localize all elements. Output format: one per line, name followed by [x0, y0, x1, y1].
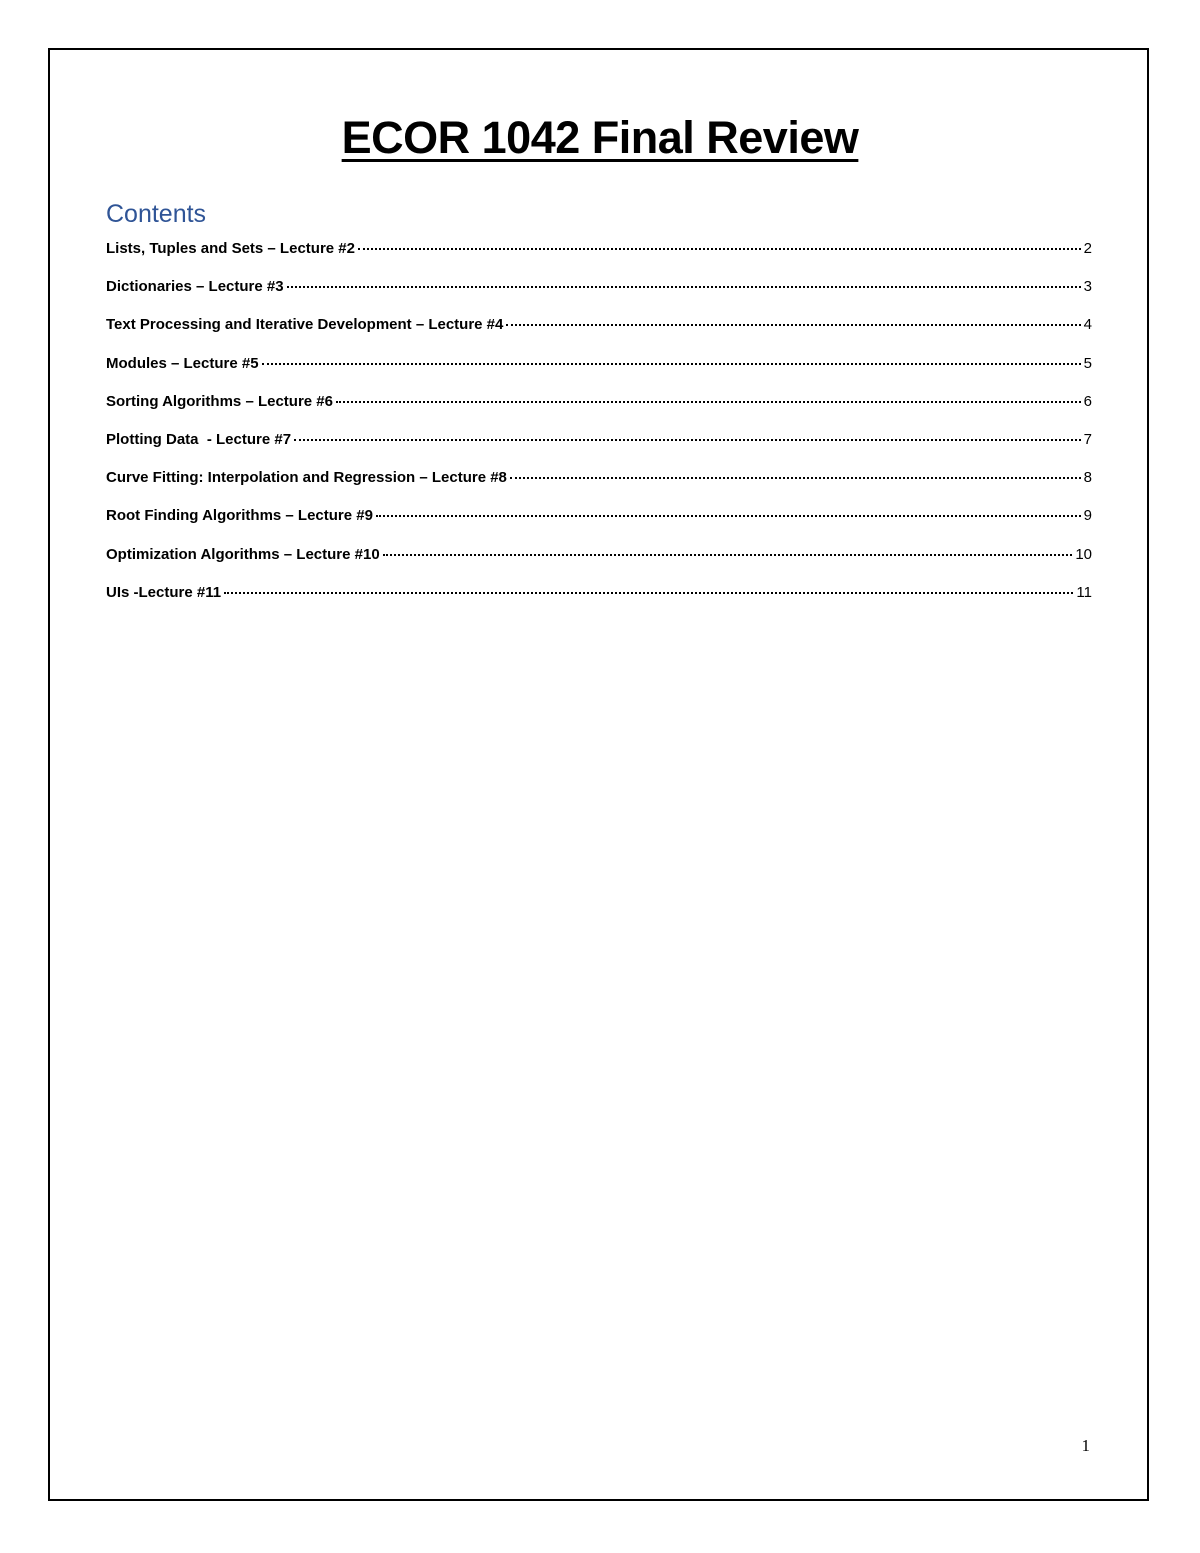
toc-entry-title: Lists, Tuples and Sets – Lecture #2	[106, 240, 355, 257]
toc-entry-title: Optimization Algorithms – Lecture #10	[106, 545, 380, 563]
toc-dot-leader	[383, 554, 1073, 556]
toc-entry-root-finding[interactable]	[106, 507, 1092, 545]
toc-heading: Contents	[106, 200, 207, 228]
toc-dot-leader	[294, 439, 1081, 441]
toc-entry-modules[interactable]	[106, 355, 1092, 393]
toc-entry-page: 4	[1083, 316, 1092, 334]
toc-entry-page: 3	[1083, 278, 1092, 296]
toc-entry-title: Text Processing and Iterative Development – Lecture #4	[106, 316, 504, 334]
toc-entry-title: Curve Fitting: Interpolation and Regression – Lecture #8	[106, 469, 507, 487]
toc-entry-title: Sorting Algorithms – Lecture #6	[106, 392, 333, 410]
toc-entry-page: 5	[1083, 354, 1092, 372]
toc-dot-leader	[358, 248, 1081, 250]
toc-entry-page: 7	[1083, 430, 1092, 448]
toc-entry-dictionaries[interactable]	[106, 278, 1092, 316]
document-title: ECOR 1042 Final Review	[341, 112, 859, 163]
toc-dot-leader	[506, 324, 1080, 326]
toc-dot-leader	[376, 515, 1081, 517]
table-of-contents	[106, 240, 1092, 622]
toc-entry-title: Modules – Lecture #5	[106, 354, 259, 372]
toc-dot-leader	[262, 363, 1081, 365]
toc-entry-curve-fitting[interactable]	[106, 469, 1092, 507]
toc-entry-optimization[interactable]	[106, 546, 1092, 584]
toc-dot-leader	[287, 286, 1081, 288]
toc-dot-leader	[224, 592, 1073, 594]
toc-entry-page: 6	[1083, 392, 1092, 410]
toc-entry-text-processing[interactable]	[106, 316, 1092, 354]
toc-entry-uis[interactable]	[106, 584, 1092, 622]
toc-entry-page: 9	[1083, 507, 1092, 525]
toc-entry-title: UIs -Lecture #11	[106, 583, 222, 601]
toc-entry-page: 2	[1083, 240, 1092, 257]
page-number: 1	[1081, 1436, 1090, 1455]
toc-entry-title: Plotting Data - Lecture #7	[106, 430, 292, 448]
toc-entry-title: Dictionaries – Lecture #3	[106, 278, 284, 296]
toc-entry-page: 11	[1076, 583, 1092, 601]
toc-entry-title: Root Finding Algorithms – Lecture #9	[106, 507, 373, 525]
toc-entry-sorting-algorithms[interactable]	[106, 393, 1092, 431]
toc-entry-lists-tuples-sets[interactable]	[106, 240, 1092, 278]
toc-entry-page: 8	[1083, 469, 1092, 487]
toc-dot-leader	[336, 401, 1081, 403]
toc-entry-page: 10	[1075, 545, 1092, 563]
toc-entry-plotting-data[interactable]	[106, 431, 1092, 469]
toc-dot-leader	[510, 477, 1081, 479]
